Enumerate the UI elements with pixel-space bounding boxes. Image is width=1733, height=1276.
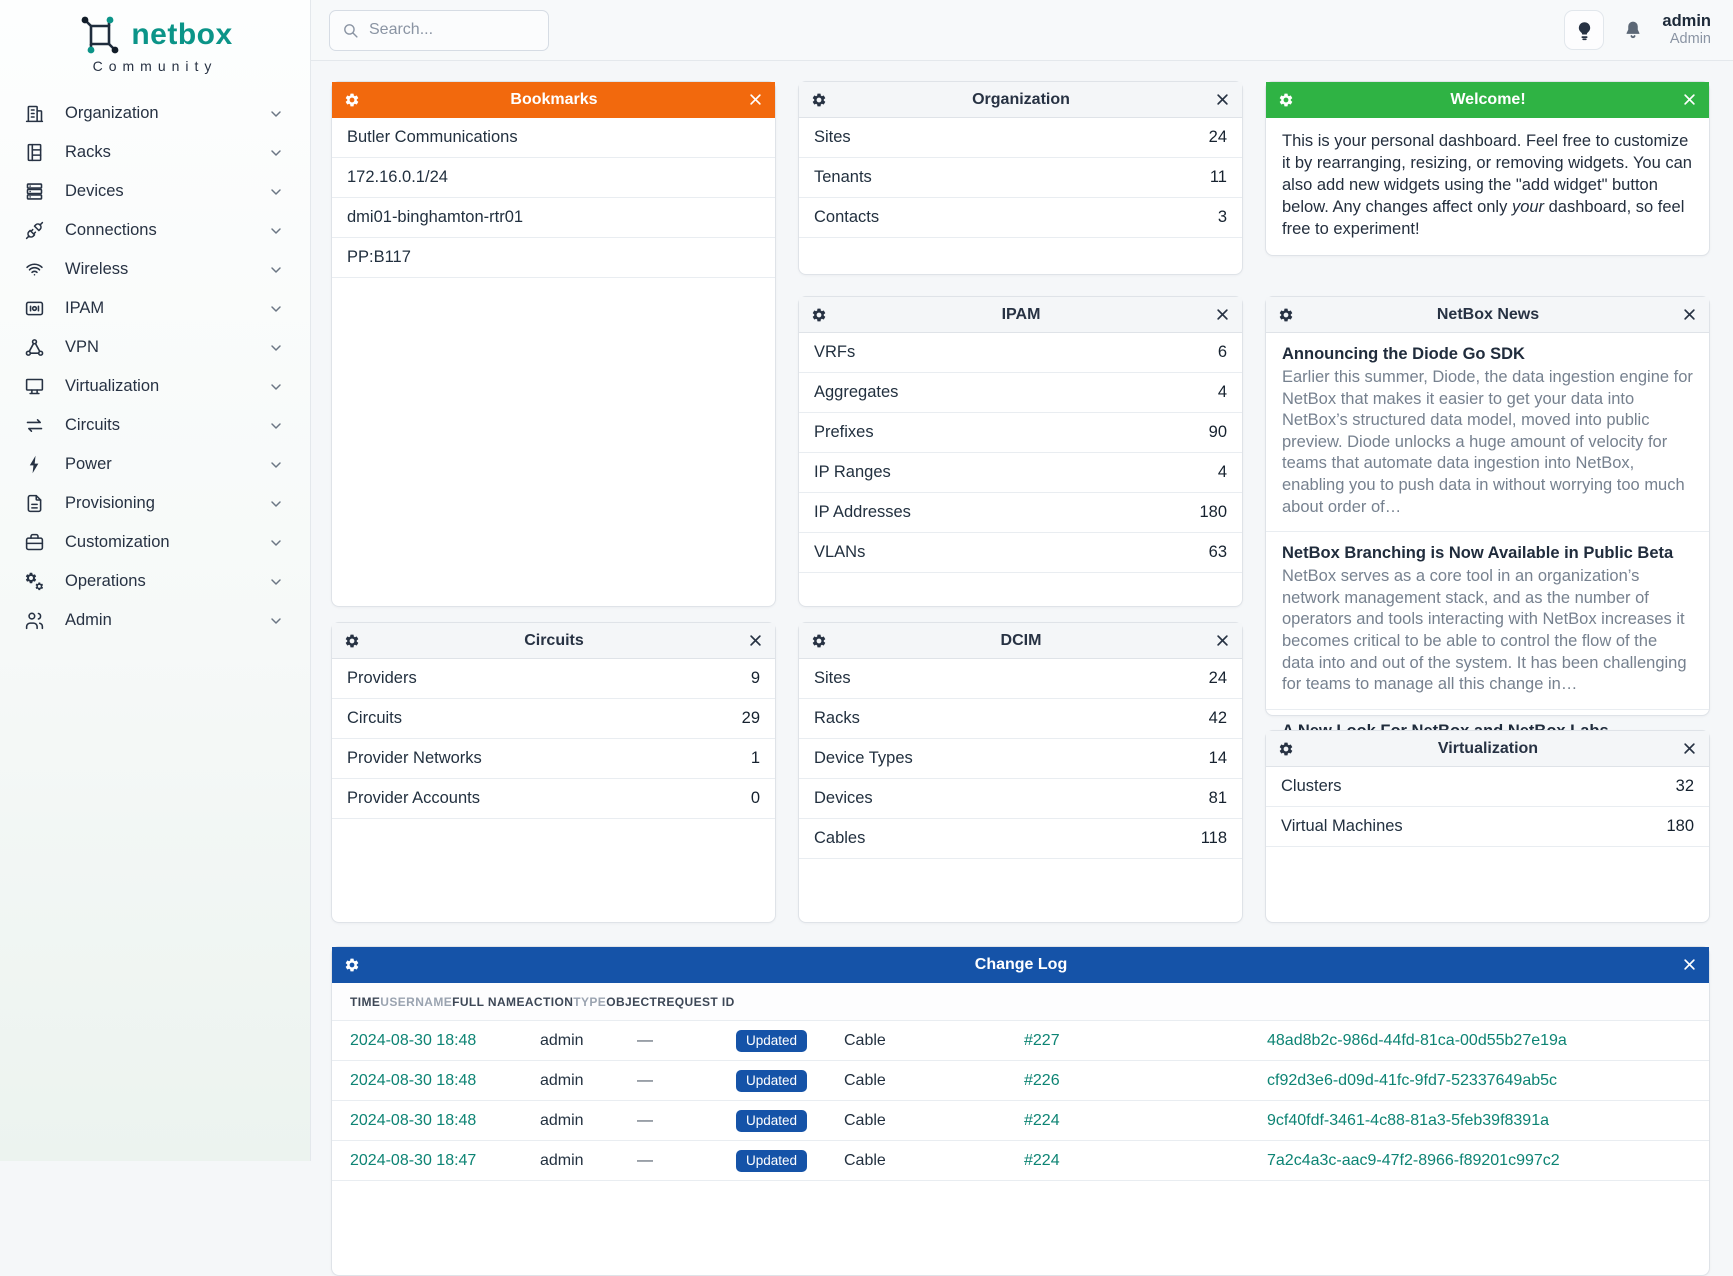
sidebar-item-circuits[interactable] — [0, 406, 310, 445]
topbar — [311, 0, 1733, 61]
bookmark-item[interactable]: PP:B117 — [332, 238, 775, 278]
notifications-button[interactable] — [1618, 15, 1648, 45]
sidebar-item-label: Wireless — [65, 260, 129, 278]
stat-label[interactable]: VLANs — [814, 543, 866, 561]
sidebar-item-label: Virtualization — [65, 377, 160, 395]
stat-row — [799, 493, 1242, 533]
stat-label[interactable]: Tenants — [814, 168, 872, 186]
stat-label[interactable]: Sites — [814, 669, 851, 687]
stat-row — [332, 659, 775, 699]
changelog-type: Cable — [844, 1151, 886, 1169]
sidebar-item-racks[interactable] — [0, 133, 310, 172]
binary-icon — [24, 298, 45, 319]
sidebar-item-virtualization[interactable] — [0, 367, 310, 406]
stat-value: 9 — [750, 669, 760, 687]
widget-config-icon[interactable] — [344, 92, 360, 108]
widget-config-icon[interactable] — [1278, 741, 1294, 757]
changelog-request-id-link[interactable]: 7a2c4a3c-aac9-47f2-8966-f89201c997c2 — [1267, 1151, 1560, 1169]
table-row — [332, 1061, 1709, 1101]
sidebar-item-label: VPN — [65, 338, 99, 356]
news-item-summary: NetBox serves as a core tool in an organization’s network management stack, and as the number of operators and tools interacting with NetBox increases it becomes critical to be able to control the flow of the data into and out of the system. It has been challenging for teams to manage all this change in… — [1282, 567, 1687, 694]
gears-icon — [24, 571, 45, 592]
theme-toggle-button[interactable] — [1564, 10, 1604, 50]
widget-title: IPAM — [1001, 305, 1041, 323]
chevron-down-icon — [268, 613, 284, 629]
sidebar-item-label: Customization — [65, 533, 170, 551]
action-badge: Updated — [736, 1070, 807, 1092]
search-icon — [342, 22, 359, 39]
news-item — [1266, 333, 1709, 532]
action-badge: Updated — [736, 1030, 807, 1052]
stat-row — [799, 659, 1242, 699]
stat-label[interactable]: Device Types — [814, 749, 913, 767]
stat-value: 29 — [741, 709, 760, 727]
changelog-username: admin — [540, 1071, 584, 1089]
changelog-time-link[interactable]: 2024-08-30 18:48 — [350, 1111, 477, 1129]
column-header[interactable]: FULL NAME — [452, 994, 525, 1009]
changelog-full-name: — — [637, 1151, 653, 1169]
stat-value: 24 — [1208, 669, 1227, 687]
close-icon[interactable] — [1215, 307, 1230, 322]
sidebar-item-connections[interactable] — [0, 211, 310, 250]
close-icon[interactable] — [1682, 741, 1697, 756]
welcome-text — [1266, 118, 1709, 254]
stat-row — [799, 819, 1242, 859]
sidebar-item-devices[interactable] — [0, 172, 310, 211]
widget-config-icon[interactable] — [1278, 307, 1294, 323]
sidebar-item-wireless[interactable] — [0, 250, 310, 289]
changelog-type: Cable — [844, 1111, 886, 1129]
widget-config-icon[interactable] — [1278, 92, 1294, 108]
stat-row — [799, 779, 1242, 819]
widget-circuits — [331, 622, 776, 923]
stat-value: 4 — [1217, 463, 1227, 481]
sidebar-item-label: Racks — [65, 143, 111, 161]
document-icon — [24, 493, 45, 514]
bookmark-item[interactable]: Butler Communications — [332, 118, 775, 158]
changelog-object-link[interactable]: #226 — [1024, 1071, 1060, 1089]
topbar-right — [1564, 10, 1711, 50]
stat-value: 32 — [1675, 777, 1694, 795]
transfer-arrows-icon — [24, 415, 45, 436]
change-log-header-row — [332, 983, 1709, 1021]
column-header[interactable]: TYPE — [573, 994, 607, 1009]
bookmarks-list — [332, 118, 775, 278]
widget-config-icon[interactable] — [811, 92, 827, 108]
table-row — [332, 1101, 1709, 1141]
welcome-text-part: dashboard, so feel free to experiment! — [1282, 197, 1685, 238]
changelog-full-name: — — [637, 1111, 653, 1129]
close-icon[interactable] — [1682, 307, 1697, 322]
toolbox-icon — [24, 532, 45, 553]
sidebar-nav — [0, 94, 310, 640]
sidebar-item-customization[interactable] — [0, 523, 310, 562]
sidebar-item-power[interactable] — [0, 445, 310, 484]
sidebar-item-label: IPAM — [65, 299, 105, 317]
changelog-username: admin — [540, 1031, 584, 1049]
stat-label[interactable]: Contacts — [814, 208, 880, 226]
stat-value: 63 — [1208, 543, 1227, 561]
stat-label[interactable]: Virtual Machines — [1281, 817, 1403, 835]
main-area — [311, 0, 1733, 1169]
stat-row — [799, 533, 1242, 573]
action-badge: Updated — [736, 1110, 807, 1132]
user-menu[interactable] — [1662, 12, 1711, 48]
stat-value: 14 — [1208, 749, 1227, 767]
stat-row — [799, 413, 1242, 453]
sidebar-item-ipam[interactable] — [0, 289, 310, 328]
stat-value: 11 — [1209, 168, 1227, 186]
column-header[interactable]: ACTION — [524, 994, 574, 1009]
sidebar-item-label: Operations — [65, 572, 146, 590]
changelog-type: Cable — [844, 1071, 886, 1089]
netbox-logo-icon — [77, 14, 123, 56]
close-icon[interactable] — [1682, 957, 1697, 972]
brand-subtitle: Community — [92, 58, 218, 74]
widget-config-icon[interactable] — [344, 957, 360, 973]
chevron-down-icon — [268, 223, 284, 239]
widget-config-icon[interactable] — [811, 307, 827, 323]
chevron-down-icon — [268, 379, 284, 395]
brand-name[interactable]: netbox — [131, 18, 233, 51]
news-item-title[interactable]: NetBox Branching is Now Available in Public Beta — [1282, 544, 1674, 563]
changelog-request-id-link[interactable]: 48ad8b2c-986d-44fd-81ca-00d55b27e19a — [1267, 1031, 1567, 1049]
stat-value: 4 — [1217, 383, 1227, 401]
stat-row — [799, 739, 1242, 779]
chevron-down-icon — [268, 184, 284, 200]
chevron-down-icon — [268, 574, 284, 590]
sidebar-item-label: Organization — [65, 104, 159, 122]
stat-row — [799, 373, 1242, 413]
sidebar-item-admin[interactable] — [0, 601, 310, 640]
stat-value: 0 — [750, 789, 760, 807]
stat-value: 24 — [1208, 128, 1227, 146]
column-header[interactable]: TIME — [350, 994, 381, 1009]
stat-label[interactable]: Provider Networks — [347, 749, 482, 767]
stat-label[interactable]: Circuits — [347, 709, 403, 727]
monitor-icon — [24, 376, 45, 397]
server-icon — [24, 181, 45, 202]
sidebar-item-label: Circuits — [65, 416, 121, 434]
stat-value: 6 — [1217, 343, 1227, 361]
widget-netbox-news — [1265, 296, 1710, 716]
widget-title: Welcome! — [1450, 90, 1526, 108]
close-icon[interactable] — [1215, 633, 1230, 648]
changelog-username: admin — [540, 1111, 584, 1129]
stat-label[interactable]: VRFs — [814, 343, 856, 361]
user-role: Admin — [1669, 31, 1711, 48]
widget-config-icon[interactable] — [811, 633, 827, 649]
action-badge: Updated — [736, 1150, 807, 1172]
stat-row — [799, 158, 1242, 198]
stat-row — [799, 699, 1242, 739]
dashboard — [311, 61, 1733, 1169]
changelog-object-link[interactable]: #224 — [1024, 1111, 1060, 1129]
chevron-down-icon — [268, 340, 284, 356]
wifi-icon — [24, 259, 45, 280]
close-icon[interactable] — [748, 633, 763, 648]
stat-label[interactable]: Prefixes — [814, 423, 874, 441]
brand — [0, 0, 310, 80]
stat-value: 180 — [1199, 503, 1227, 521]
search-input[interactable] — [369, 21, 536, 39]
widget-welcome — [1265, 81, 1710, 256]
sidebar-item-label: Connections — [65, 221, 157, 239]
change-log-table — [332, 983, 1709, 1181]
changelog-time-link[interactable]: 2024-08-30 18:47 — [350, 1151, 477, 1169]
sidebar — [0, 0, 311, 1161]
chevron-down-icon — [268, 145, 284, 161]
column-header[interactable]: USERNAME — [380, 994, 453, 1009]
news-list — [1266, 333, 1709, 755]
sidebar-item-organization[interactable] — [0, 94, 310, 133]
lightning-bolt-icon — [24, 454, 45, 475]
stat-label[interactable]: Cables — [814, 829, 866, 847]
changelog-type: Cable — [844, 1031, 886, 1049]
stat-list — [799, 118, 1242, 238]
changelog-object-link[interactable]: #227 — [1024, 1031, 1060, 1049]
sidebar-item-label: Devices — [65, 182, 124, 200]
sidebar-item-label: Admin — [65, 611, 112, 629]
bookmark-item[interactable]: dmi01-binghamton-rtr01 — [332, 198, 775, 238]
change-log-rows — [332, 1021, 1709, 1181]
sidebar-item-vpn[interactable] — [0, 328, 310, 367]
widget-title: Bookmarks — [510, 90, 598, 108]
network-nodes-icon — [24, 337, 45, 358]
column-header[interactable]: REQUEST ID — [657, 994, 735, 1009]
widget-organization — [798, 81, 1243, 275]
stat-row — [799, 198, 1242, 238]
welcome-text-italic: your — [1511, 197, 1545, 216]
users-icon — [24, 610, 45, 631]
user-name: admin — [1662, 12, 1711, 31]
sidebar-item-label: Power — [65, 455, 112, 473]
stat-value: 118 — [1200, 829, 1227, 847]
column-header[interactable]: OBJECT — [606, 994, 658, 1009]
changelog-request-id-link[interactable]: cf92d3e6-d09d-41fc-9fd7-52337649ab5c — [1267, 1071, 1558, 1089]
chevron-down-icon — [268, 301, 284, 317]
changelog-object-link[interactable]: #224 — [1024, 1151, 1060, 1169]
chevron-down-icon — [268, 106, 284, 122]
stat-value: 90 — [1208, 423, 1227, 441]
welcome-text-part: This is your personal dashboard. Feel free to customize it by rearranging, resizing, or removing widgets. You can also add new widgets using the "add widget" button below. Any changes affect only — [1282, 132, 1692, 216]
chevron-down-icon — [268, 535, 284, 551]
table-row — [332, 1141, 1709, 1181]
table-row — [332, 1021, 1709, 1061]
stat-list — [332, 659, 775, 819]
stat-row — [799, 118, 1242, 158]
news-item — [1266, 532, 1709, 710]
widget-change-log — [331, 946, 1710, 1276]
chevron-down-icon — [268, 496, 284, 512]
stat-label[interactable]: Racks — [814, 709, 860, 727]
changelog-full-name: — — [637, 1031, 653, 1049]
stat-row — [332, 739, 775, 779]
widget-config-icon[interactable] — [344, 633, 360, 649]
stat-row — [1266, 767, 1709, 807]
stat-label[interactable]: Aggregates — [814, 383, 899, 401]
stat-label[interactable]: Provider Accounts — [347, 789, 480, 807]
stat-label[interactable]: Devices — [814, 789, 873, 807]
news-item-summary: Earlier this summer, Diode, the data ingestion engine for NetBox that makes it easier to get your data into NetBox’s structured data model, moved into public preview. Diode unlocks a huge amount of velocity for teams that automate data ingestion into NetBox, enabling you to push data in without worrying too much about order of… — [1282, 368, 1693, 516]
changelog-time-link[interactable]: 2024-08-30 18:48 — [350, 1071, 477, 1089]
stat-label[interactable]: Sites — [814, 128, 851, 146]
changelog-request-id-link[interactable]: 9cf40fdf-3461-4c88-81a3-5feb39f8391a — [1267, 1111, 1549, 1129]
bookmark-item[interactable]: 172.16.0.1/24 — [332, 158, 775, 198]
lightbulb-icon — [1574, 20, 1595, 41]
stat-row — [799, 453, 1242, 493]
widget-title: Change Log — [974, 955, 1068, 973]
sidebar-item-provisioning[interactable] — [0, 484, 310, 523]
widget-ipam — [798, 296, 1243, 607]
plug-icon — [24, 220, 45, 241]
sidebar-item-label: Provisioning — [65, 494, 155, 512]
stat-row — [332, 779, 775, 819]
stat-row — [1266, 807, 1709, 847]
rack-icon — [24, 142, 45, 163]
widget-title: DCIM — [1000, 631, 1042, 649]
stat-label[interactable]: IP Addresses — [814, 503, 911, 521]
stat-label[interactable]: Clusters — [1281, 777, 1342, 795]
widget-title: Circuits — [524, 631, 584, 649]
stat-list — [799, 333, 1242, 573]
changelog-full-name: — — [637, 1071, 653, 1089]
widget-bookmarks — [331, 81, 776, 607]
chevron-down-icon — [268, 418, 284, 434]
close-icon[interactable] — [1682, 92, 1697, 107]
widget-title: NetBox News — [1436, 305, 1540, 323]
stat-label[interactable]: IP Ranges — [814, 463, 891, 481]
sidebar-item-operations[interactable] — [0, 562, 310, 601]
chevron-down-icon — [268, 262, 284, 278]
stat-list — [799, 659, 1242, 859]
bell-icon — [1622, 19, 1644, 41]
changelog-time-link[interactable]: 2024-08-30 18:48 — [350, 1031, 477, 1049]
widget-dcim — [798, 622, 1243, 923]
widget-virtualization — [1265, 730, 1710, 923]
building-icon — [24, 103, 45, 124]
chevron-down-icon — [268, 457, 284, 473]
widget-title: Virtualization — [1437, 739, 1539, 757]
stat-row — [332, 699, 775, 739]
stat-value: 3 — [1217, 208, 1227, 226]
widget-title: Organization — [972, 90, 1070, 108]
close-icon[interactable] — [1215, 92, 1230, 107]
stat-value: 180 — [1666, 817, 1694, 835]
stat-value: 1 — [750, 749, 760, 767]
stat-row — [799, 333, 1242, 373]
stat-value: 81 — [1208, 789, 1227, 807]
news-item-title[interactable]: Announcing the Diode Go SDK — [1282, 345, 1525, 363]
stat-label[interactable]: Providers — [347, 669, 417, 687]
close-icon[interactable] — [748, 92, 763, 107]
stat-value: 42 — [1208, 709, 1227, 727]
changelog-username: admin — [540, 1151, 584, 1169]
stat-list — [1266, 767, 1709, 847]
search-box — [329, 10, 549, 51]
